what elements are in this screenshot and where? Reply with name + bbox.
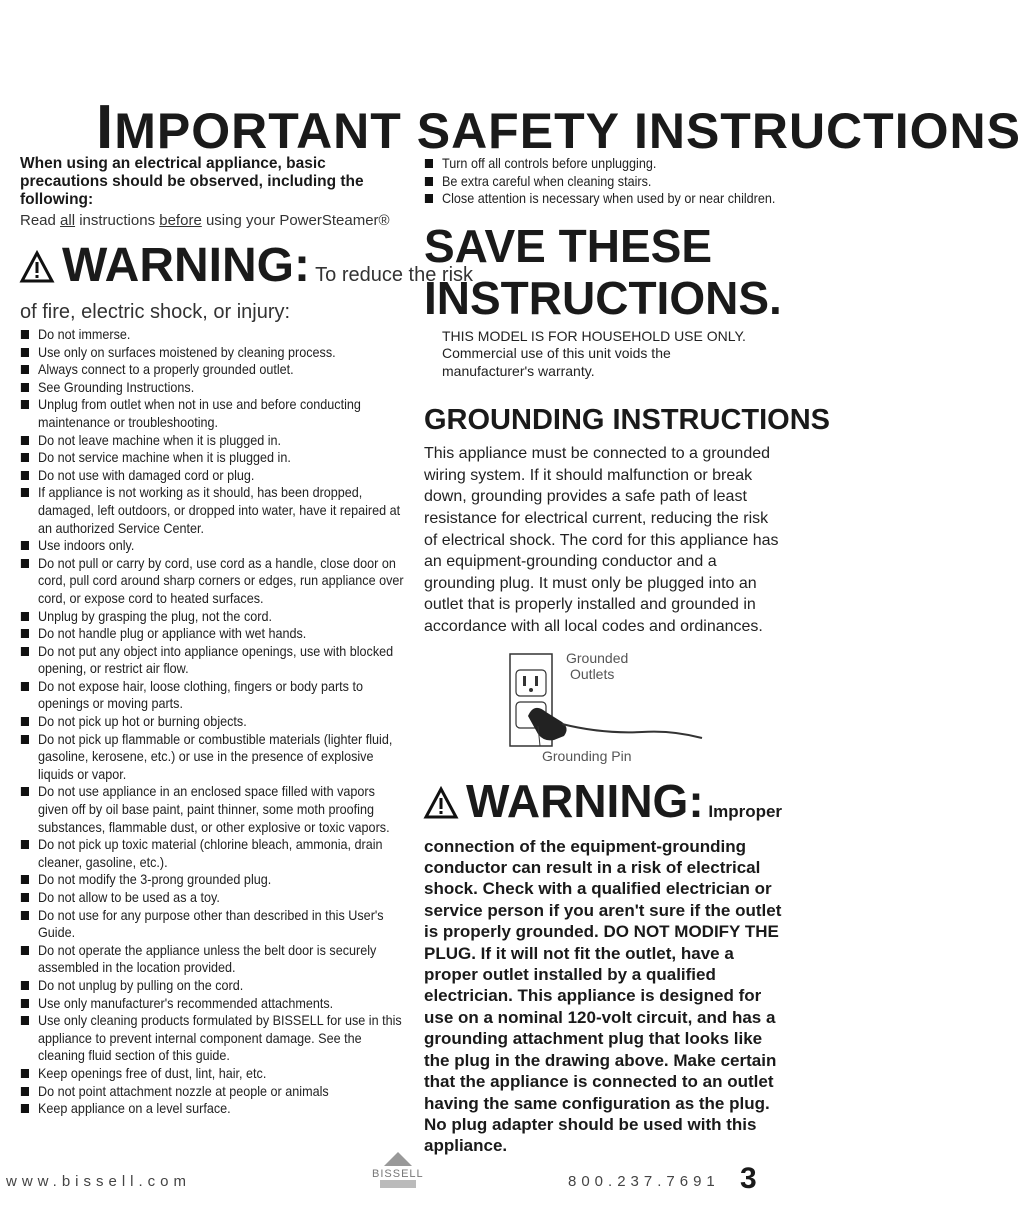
outlet-illustration	[424, 646, 784, 766]
safety-item: Use indoors only.	[20, 537, 407, 555]
safety-item: Always connect to a properly grounded outlet.	[20, 361, 407, 379]
title-rest: MPORTANT SAFETY INSTRUCTIONS	[114, 103, 1021, 159]
intro-read-line	[20, 211, 405, 230]
safety-item: If appliance is not working as it should, has been dropped, damaged, left outdoors, or dropped into water, have it repaired at an authorized Service Center.	[20, 484, 407, 537]
household-line-2: Commercial use of this unit voids the	[442, 345, 671, 362]
page-title	[96, 92, 1021, 162]
warning2-body: connection of the equipment-grounding conductor can result in a risk of electrical shock. Check with a qualified electrician or service person if you aren't sure if the outlet is properly grounded. DO NOT MODIFY THE PLUG. If it will not fit the outlet, have a proper outlet installed by a qualified electrician. This appliance is designed for use on a nominal 120-volt circuit, and has a grounding attachment plug that looks like the plug in the drawing above. Make certain that the appliance is connected to an outlet having the same configuration as the plug. No plug adapter should be used with this appliance.	[424, 836, 782, 1156]
safety-item: Do not unplug by pulling on the cord.	[20, 977, 407, 995]
save-instructions-heading	[424, 220, 784, 324]
intro-read-pre: Read	[20, 212, 61, 229]
safety-item: Be extra careful when cleaning stairs.	[424, 173, 784, 191]
intro-read-all: all	[60, 212, 76, 229]
safety-item: Close attention is necessary when used by or near children.	[424, 190, 784, 208]
footer-phone: 800.237.7691	[568, 1173, 720, 1190]
intro-heading: When using an electrical appliance, basic precautions should be observed, including the following:	[20, 155, 364, 208]
left-column	[20, 155, 474, 1118]
safety-item: Do not handle plug or appliance with wet hands.	[20, 625, 407, 643]
safety-item: Keep openings free of dust, lint, hair, etc.	[20, 1065, 407, 1083]
safety-item: Use only cleaning products formulated by BISSELL for use in this appliance to prevent internal component damage. See the cleaning fluid section of this guide.	[20, 1012, 407, 1065]
safety-item: Do not immerse.	[20, 326, 407, 344]
save-line-1: SAVE THESE	[424, 219, 712, 272]
safety-item: Unplug by grasping the plug, not the cord.	[20, 608, 407, 626]
safety-item: Use only manufacturer's recommended attachments.	[20, 995, 407, 1013]
intro-read-post: using your PowerSteamer®	[201, 212, 390, 229]
grounding-pin-label: Grounding Pin	[542, 747, 632, 764]
safety-list-continued	[424, 155, 784, 208]
outlets-label: Outlets	[570, 665, 615, 682]
household-notice	[424, 328, 784, 381]
warning-tail: To reduce the risk	[309, 264, 474, 286]
safety-item: Do not expose hair, loose clothing, fingers or body parts to openings or moving parts.	[20, 678, 407, 713]
warning-triangle-icon	[20, 251, 54, 283]
safety-item: Do not put any object into appliance openings, use with blocked opening, or restrict air flow.	[20, 643, 407, 678]
title-initial: I	[96, 93, 115, 162]
safety-item: Do not use appliance in an enclosed space filled with vapors given off by oil base paint, paint thinner, some moth proofing substances, flammable dust, or other explosive or toxic vapors.	[20, 783, 407, 836]
right-column	[424, 155, 830, 1157]
safety-item: Do not pick up hot or burning objects.	[20, 713, 407, 731]
safety-item: Turn off all controls before unplugging.	[424, 155, 784, 173]
warning2-word: WARNING:	[466, 774, 704, 827]
safety-list	[20, 326, 405, 1118]
warning-word: WARNING:	[62, 239, 310, 292]
warning-subline: of fire, electric shock, or injury:	[20, 301, 291, 323]
safety-item: Do not use with damaged cord or plug.	[20, 467, 407, 485]
warning2-heading	[424, 774, 784, 836]
grounded-label: Grounded	[566, 649, 629, 666]
safety-item: Do not pull or carry by cord, use cord as a handle, close door on cord, pull cord around sharp corners or edges, run appliance over cord, or expose cord to heated surfaces.	[20, 555, 407, 608]
household-line-3: manufacturer's warranty.	[442, 362, 595, 379]
safety-item: Do not modify the 3-prong grounded plug.	[20, 871, 407, 889]
safety-item: Do not leave machine when it is plugged in.	[20, 432, 407, 450]
safety-item: Keep appliance on a level surface.	[20, 1100, 407, 1118]
warning-triangle-icon	[424, 787, 458, 819]
safety-item: Use only on surfaces moistened by cleaning process.	[20, 344, 407, 362]
intro-read-before: before	[159, 212, 202, 229]
safety-item: Do not service machine when it is plugged in.	[20, 449, 407, 467]
household-line-1: THIS MODEL IS FOR HOUSEHOLD USE ONLY.	[442, 327, 746, 344]
safety-item: See Grounding Instructions.	[20, 379, 407, 397]
save-line-2: INSTRUCTIONS.	[424, 271, 782, 324]
safety-item: Do not point attachment nozzle at people or animals	[20, 1083, 407, 1101]
grounding-heading: GROUNDING INSTRUCTIONS	[424, 404, 830, 437]
page-number: 3	[740, 1162, 757, 1195]
safety-item: Do not use for any purpose other than described in this User's Guide.	[20, 907, 407, 942]
safety-item: Do not pick up flammable or combustible materials (lighter fluid, gasoline, kerosene, etc.) or use in the presence of explosive liquids or vapor.	[20, 731, 407, 784]
intro-read-mid: instructions	[75, 212, 160, 229]
safety-item: Do not operate the appliance unless the belt door is securely assembled in the location provided.	[20, 942, 407, 977]
safety-item: Do not pick up toxic material (chlorine bleach, ammonia, drain cleaner, gasoline, etc.).	[20, 836, 407, 871]
safety-item: Unplug from outlet when not in use and before conducting maintenance or troubleshooting.	[20, 396, 407, 431]
warning-heading	[20, 239, 474, 301]
grounding-body: This appliance must be connected to a grounded wiring system. If it should malfunction or break down, grounding provides a safe path of least resistance for electrical current, reducing the risk of electrical shock. The cord for this appliance has an equipment-grounding conductor and a grounding plug. It must only be plugged into an outlet that is properly installed and grounded in accordance with all local codes and ordinances.	[424, 445, 779, 636]
safety-item: Do not allow to be used as a toy.	[20, 889, 407, 907]
warning2-tail: Improper	[703, 801, 783, 821]
footer-website: www.bissell.com	[6, 1173, 192, 1190]
logo-text: BISSELL	[372, 1168, 424, 1180]
